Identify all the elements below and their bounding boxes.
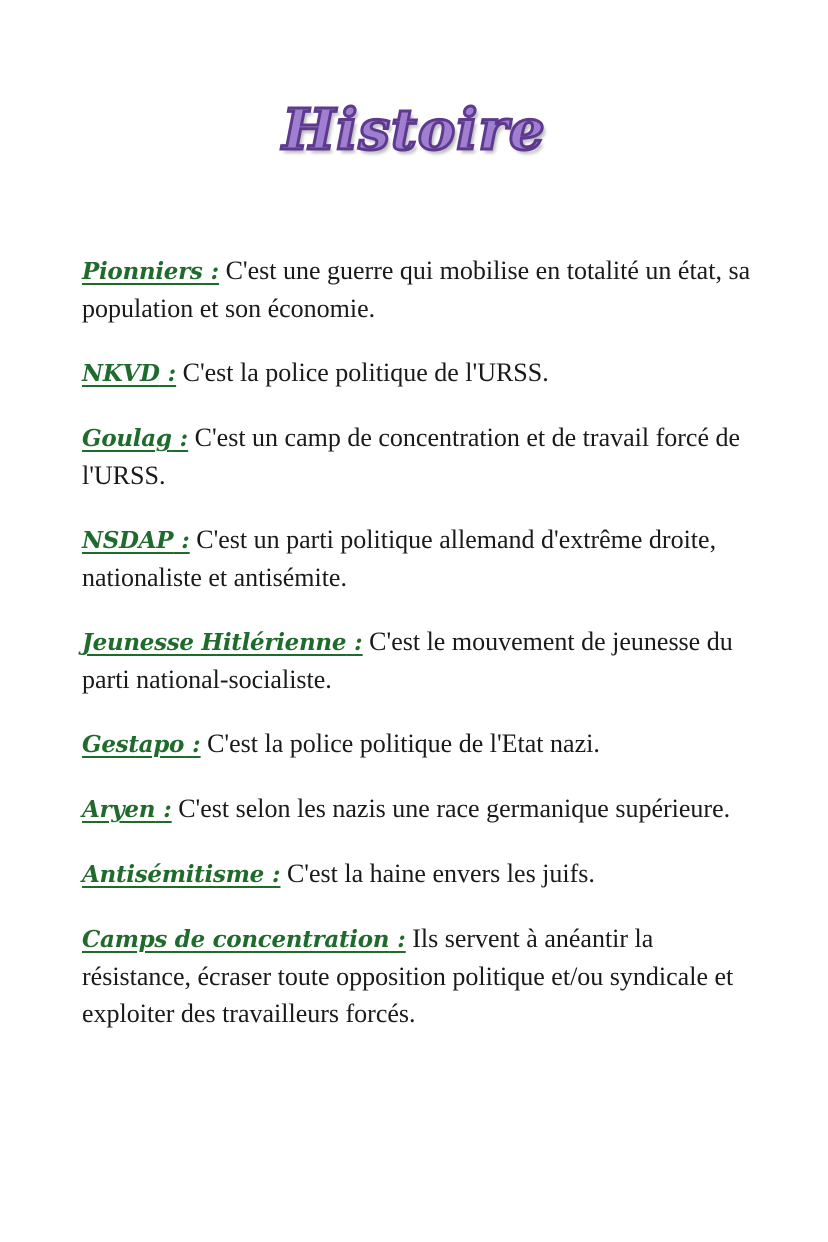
definition-entry [82,623,762,698]
term-separator: : [389,926,406,953]
term-separator: : [155,796,172,823]
definition-term: Goulag [82,425,172,452]
definition-term: Antisémitisme [82,861,264,888]
definition-term: Aryen [82,796,156,823]
definition-text: C'est le mouvement de jeunesse du parti national-socialiste. [82,627,733,694]
term-separator: : [263,861,281,888]
definition-text: C'est la police politique de l'URSS. [176,358,549,387]
definition-entry [82,790,762,828]
definition-term: Jeunesse Hitlérienne [82,629,347,656]
definition-text: C'est selon les nazis une race germanique supérieure. [171,794,731,823]
definition-term: NSDAP [82,527,174,554]
term-separator: : [202,258,220,285]
definition-term: Pionniers [82,258,203,285]
page-title: Histoire [282,97,546,163]
definition-text: C'est la police politique de l'Etat nazi. [200,729,600,758]
definition-text: C'est un parti politique allemand d'extrême droite, nationaliste et antisémite. [82,525,717,592]
term-separator: : [159,360,177,387]
term-separator: : [184,731,201,758]
definition-entry [82,419,762,494]
definition-entry [82,354,762,392]
definition-list [82,252,762,1059]
definition-term: NKVD [82,360,160,387]
term-separator: : [173,527,190,554]
definition-term: Camps de concentration [82,926,390,953]
definition-text: C'est un camp de concentration et de travail forcé de l'URSS. [82,423,741,490]
term-separator: : [346,629,363,656]
definition-text: C'est une guerre qui mobilise en totalité un état, sa population et son économie. [82,256,751,323]
definition-entry [82,920,762,1032]
term-separator: : [171,425,189,452]
definition-entry [82,521,762,596]
definition-entry [82,725,762,763]
definition-text: C'est la haine envers les juifs. [280,859,595,888]
definition-entry [82,252,762,327]
definition-text: Ils servent à anéantir la résistance, écraser toute opposition politique et/ou syndicale et exploiter des travailleurs forcés. [82,924,734,1028]
definition-entry [82,855,762,893]
definition-term: Gestapo [82,731,185,758]
